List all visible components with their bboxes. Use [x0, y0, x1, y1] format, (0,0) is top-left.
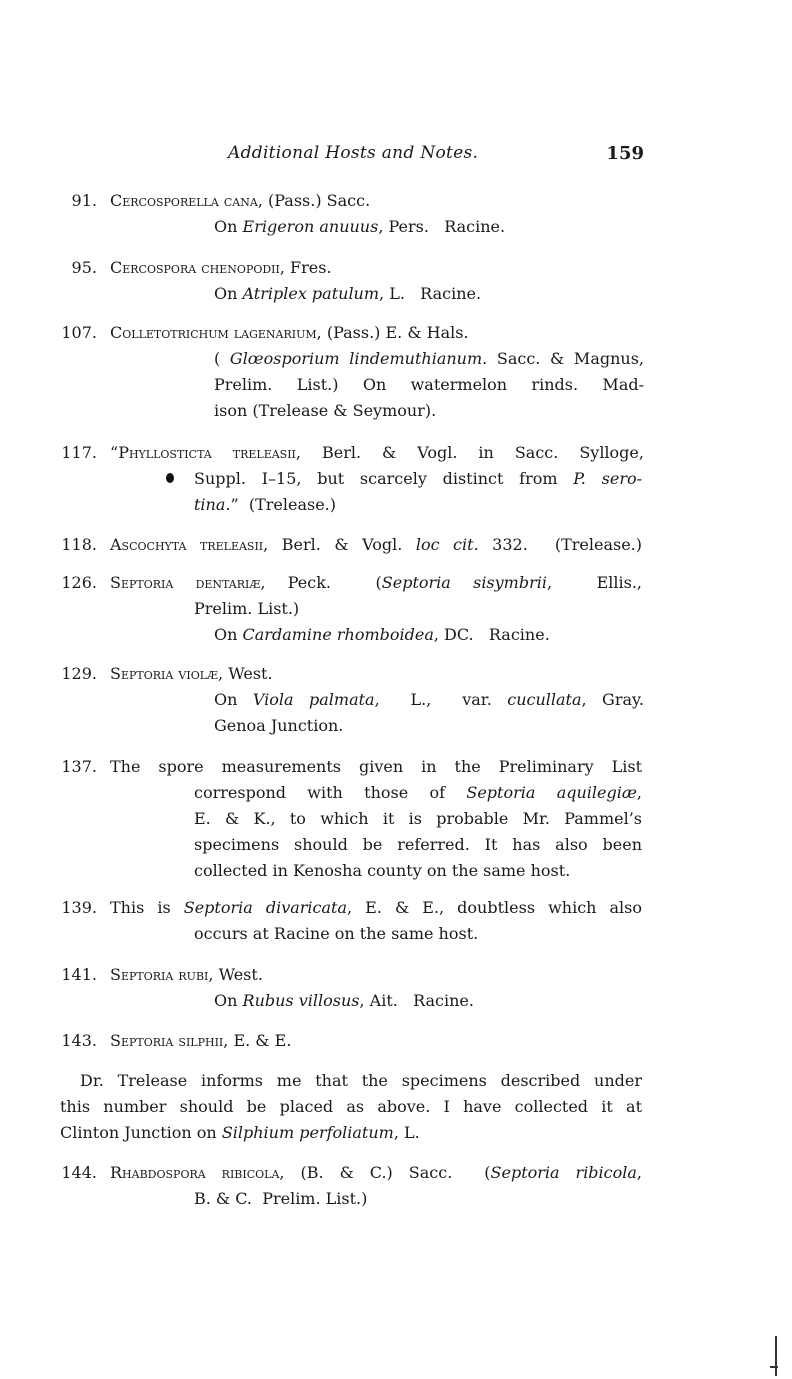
host-prefix: On	[214, 217, 243, 236]
entry-118: 118. Ascochyta treleasii, Berl. & Vogl. loc cit. 332. (Trelease.)	[60, 532, 644, 558]
host-prefix: On	[214, 625, 243, 644]
host-name: Erigeron anuuus	[242, 217, 379, 236]
host-location: , DC. Racine.	[433, 625, 550, 644]
entry-number: 143.	[61, 1031, 97, 1050]
page-number: 159	[606, 143, 644, 164]
note-line: The spore measurements given in the Preliminary List	[110, 757, 642, 776]
note-line: This is Septoria divaricata, E. & E., doubtless which also	[110, 898, 643, 917]
species-author: , West.	[208, 965, 263, 984]
entry-number: 107.	[61, 323, 97, 342]
note-line: occurs at Racine on the same host.	[194, 924, 479, 943]
species-name: Phyllosticta treleasii	[118, 443, 296, 462]
note-line: tina.” (Trelease.)	[194, 495, 336, 514]
entry-95	[60, 255, 644, 307]
entry-91	[60, 188, 644, 240]
note-line: Prelim. List.)	[194, 599, 300, 618]
entry-139	[60, 895, 644, 947]
entry-number: 141.	[61, 965, 97, 984]
paragraph-line: Clinton Junction on Silphium perfoliatum, L.	[60, 1123, 420, 1142]
entry-126: 126. Septoria dentariæ, Peck. (Septoria sisymbrii, Ellis., Prelim. List.) On Cardamine rhomboidea, DC. Racine.	[60, 570, 644, 648]
entry-number: 137.	[61, 757, 97, 776]
species-name: Septoria dentariæ	[110, 573, 261, 592]
species-author: , Fres.	[279, 258, 332, 277]
running-header	[60, 143, 644, 169]
host-line: On Viola palmata, L., var. cucullata, Gray.	[214, 690, 645, 709]
host-location: , L. Racine.	[379, 284, 482, 303]
ink-blot	[166, 473, 174, 483]
host-name: Atriplex patulum	[242, 284, 380, 303]
entry-107	[60, 320, 644, 424]
species-author: , West.	[218, 664, 273, 683]
note-line: ison (Trelease & Seymour).	[214, 401, 437, 420]
host-prefix: On	[214, 284, 243, 303]
entry-number: 95.	[71, 258, 97, 277]
note-line: collected in Kenosha county on the same host.	[194, 861, 571, 880]
entry-143	[60, 1028, 644, 1054]
species-author: , E. & E.	[223, 1031, 292, 1050]
entry-number: 117.	[61, 443, 97, 462]
species-name: Septoria rubi	[110, 965, 209, 984]
entry-number: 139.	[61, 898, 97, 917]
host-location: , Ait. Racine.	[359, 991, 474, 1010]
entry-129	[60, 661, 644, 739]
synonym-line: ( Glœosporium lindemuthianum. Sacc. & Magnus,	[214, 349, 645, 368]
species-name: Colletotrichum lagenarium	[110, 323, 317, 342]
species-author: , (Pass.) Sacc.	[257, 191, 371, 210]
entry-141	[60, 962, 644, 1014]
entry-144: 144. Rhabdospora ribicola, (B. & C.) Sacc. (Septoria ribicola, B. & C. Prelim. List.)	[60, 1160, 644, 1212]
location-line: Genoa Junction.	[214, 716, 344, 735]
page-edge-mark	[770, 1366, 778, 1368]
entry-number: 144.	[61, 1163, 97, 1182]
species-name: Cercospora chenopodii	[110, 258, 280, 277]
note-line: Prelim. List.) On watermelon rinds. Mad-	[214, 375, 644, 394]
note-paragraph	[60, 1068, 644, 1146]
species-name: Rhabdospora ribicola	[110, 1163, 280, 1182]
entry-117: 117. “Phyllosticta treleasii, Berl. & Vogl. in Sacc. Sylloge, Suppl. I–15, but scarcely distinct from P. sero- tina.” (Trelease.)	[60, 440, 644, 518]
species-name: Septoria violæ	[110, 664, 219, 683]
species-name: Cercosporella cana	[110, 191, 258, 210]
note-line: correspond with those of Septoria aquilegiæ,	[194, 783, 643, 802]
entry-number: 118.	[61, 535, 97, 554]
species-name: Ascochyta treleasii	[110, 535, 264, 554]
host-prefix: On	[214, 991, 243, 1010]
entry-number: 126.	[61, 573, 97, 592]
entry-137	[60, 754, 644, 884]
note-line: Suppl. I–15, but scarcely distinct from P. sero-	[194, 469, 642, 488]
entry-number: 129.	[61, 664, 97, 683]
host-name: Rubus villosus	[242, 991, 360, 1010]
entry-number: 91.	[71, 191, 97, 210]
host-name: Cardamine rhomboidea	[242, 625, 434, 644]
paragraph-line: this number should be placed as above. I have collected it at	[60, 1097, 642, 1116]
note-line: specimens should be referred. It has also been	[194, 835, 642, 854]
species-name: Septoria silphii	[110, 1031, 224, 1050]
note-line: B. & C. Prelim. List.)	[194, 1189, 368, 1208]
page-edge-mark	[775, 1336, 782, 1376]
note-line: E. & K., to which it is probable Mr. Pammel’s	[194, 809, 642, 828]
species-author: , (Pass.) E. & Hals.	[316, 323, 469, 342]
paragraph-line: Dr. Trelease informs me that the specimens described under	[80, 1071, 642, 1090]
host-location: , Pers. Racine.	[378, 217, 506, 236]
header-title: Additional Hosts and Notes.	[228, 143, 479, 163]
